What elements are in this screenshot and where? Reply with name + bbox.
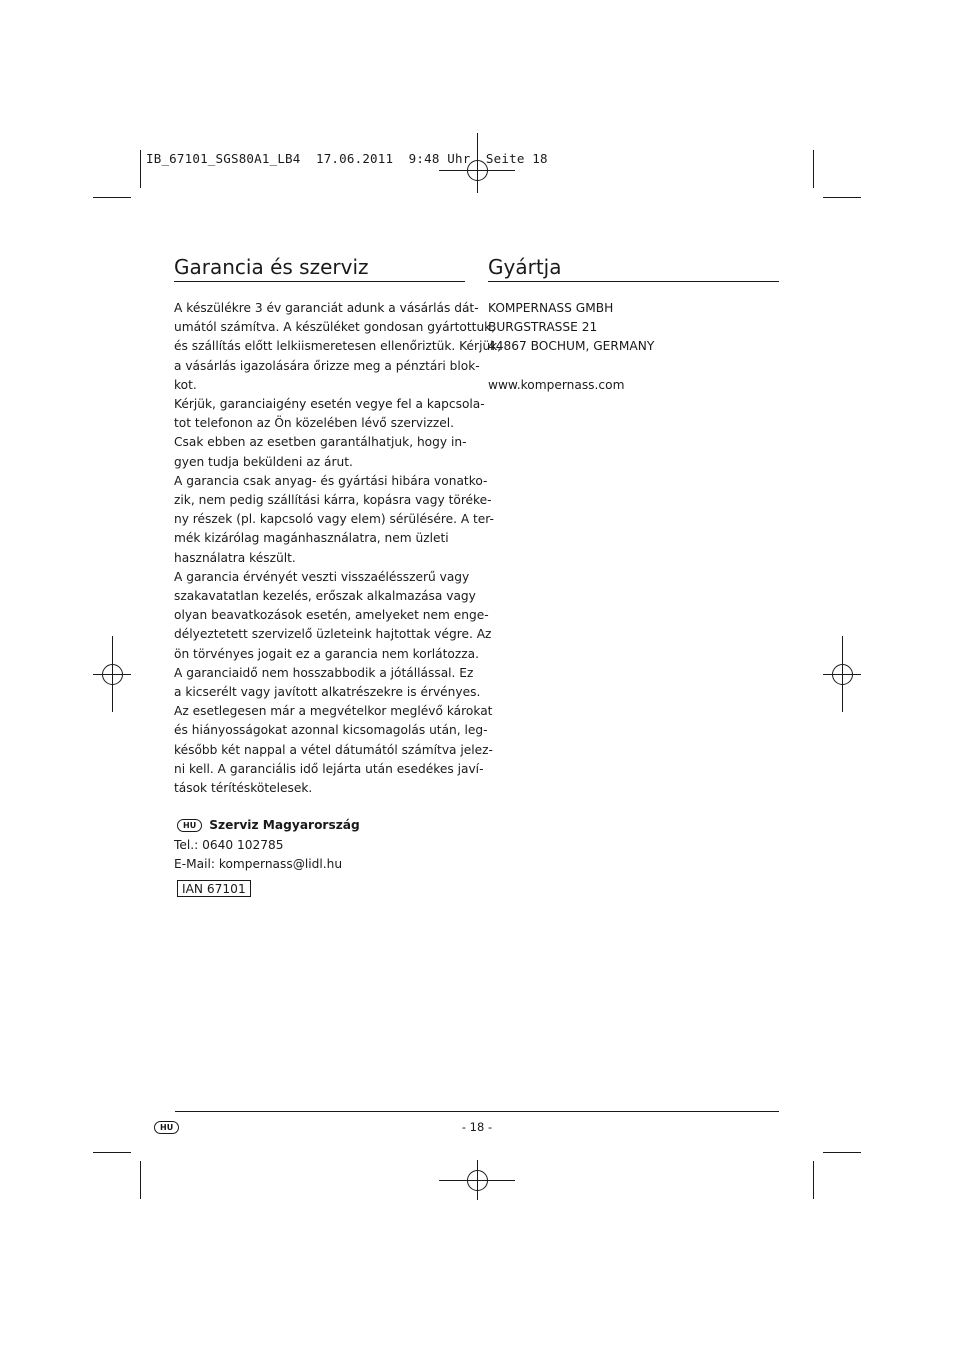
text-line: mék kizárólag magánhasználatra, nem üzleti: [174, 531, 449, 546]
footer-country-badge-icon: HU: [154, 1121, 179, 1134]
crop-mark-top-left-vertical: [140, 150, 141, 188]
ian-box: IAN 67101: [177, 880, 251, 897]
crop-mark-bottom-left-vertical: [140, 1161, 141, 1199]
address-line: 44867 BOCHUM, GERMANY: [488, 339, 655, 354]
text-line: ön törvényes jogait ez a garancia nem korlátozza.: [174, 646, 479, 661]
service-title: Szerviz Magyarország: [209, 818, 360, 832]
text-line: olyan beavatkozások esetén, amelyeket nem enge-: [174, 608, 489, 623]
text-line: A garanciaidő nem hosszabbodik a jótállással. Ez: [174, 665, 474, 680]
manufacturer-heading: Gyártja: [488, 255, 562, 279]
text-line: a kicserélt vagy javított alkatrészekre is érvényes.: [174, 685, 481, 700]
text-line: és szállítás előtt lelkiismeretesen ellenőriztük. Kérjük,: [174, 339, 502, 354]
country-badge-icon: HU: [177, 819, 202, 832]
text-line: A garancia érvényét veszti visszaélésszerű vagy: [174, 569, 470, 584]
service-email: E-Mail: kompernass@lidl.hu: [174, 857, 343, 871]
crop-mark-bottom-right-vertical: [813, 1161, 814, 1199]
text-line: tot telefonon az Ön közelében lévő szervizzel.: [174, 416, 455, 431]
text-line: A garancia csak anyag- és gyártási hibára vonatko-: [174, 473, 488, 488]
manufacturer-heading-rule: [488, 281, 779, 282]
service-phone: Tel.: 0640 102785: [174, 838, 284, 852]
text-line: ni kell. A garanciális idő lejárta után esedékes javí-: [174, 761, 484, 776]
footer-rule: [175, 1111, 779, 1112]
text-line: ny részek (pl. kapcsoló vagy elem) sérülésére. A ter-: [174, 512, 494, 527]
text-line: A készülékre 3 év garanciát adunk a vásárlás dát-: [174, 301, 479, 315]
service-header: [177, 818, 360, 832]
text-line: kot.: [174, 377, 197, 392]
text-line: délyeztetett szervizelő üzleteink hajtottak végre. Az: [174, 627, 492, 642]
manufacturer-address: [488, 299, 654, 357]
text-line: Kérjük, garanciaigény esetén vegye fel a kapcsola-: [174, 397, 485, 412]
text-line: és hiányosságokat azonnal kicsomagolás után, leg-: [174, 723, 488, 738]
address-line: BURGSTRASSE 21: [488, 320, 598, 335]
crop-mark-bottom-right-horizontal: [823, 1152, 861, 1153]
print-slug-line: IB_67101_SGS80A1_LB4 17.06.2011 9:48 Uhr Seite 18: [146, 151, 548, 166]
text-line: később két nappal a vétel dátumától számítva jelez-: [174, 742, 493, 757]
text-line: Az esetlegesen már a megvételkor meglévő károkat: [174, 704, 493, 719]
text-line: használatra készült.: [174, 550, 296, 565]
address-line: KOMPERNASS GMBH: [488, 301, 614, 315]
crop-mark-bottom-left-horizontal: [93, 1152, 131, 1153]
warranty-heading: Garancia és szerviz: [174, 255, 369, 279]
page-number: - 18 -: [461, 1120, 493, 1134]
crop-mark-top-left-horizontal: [93, 197, 131, 198]
crop-mark-top-right-vertical: [813, 150, 814, 188]
text-line: Csak ebben az esetben garantálhatjuk, hogy in-: [174, 435, 467, 450]
warranty-heading-rule: [174, 281, 465, 282]
crop-mark-top-right-horizontal: [823, 197, 861, 198]
text-line: zik, nem pedig szállítási kárra, kopásra vagy töréke-: [174, 493, 492, 508]
text-line: tások térítéskötelesek.: [174, 781, 313, 796]
manufacturer-website: www.kompernass.com: [488, 378, 625, 392]
warranty-text: [174, 299, 501, 798]
text-line: szakavatatlan kezelés, erőszak alkalmazása vagy: [174, 589, 476, 604]
text-line: gyen tudja beküldeni az árut.: [174, 454, 353, 469]
text-line: a vásárlás igazolására őrizze meg a pénztári blok-: [174, 358, 480, 373]
text-line: umától számítva. A készüléket gondosan gyártottuk,: [174, 320, 496, 335]
